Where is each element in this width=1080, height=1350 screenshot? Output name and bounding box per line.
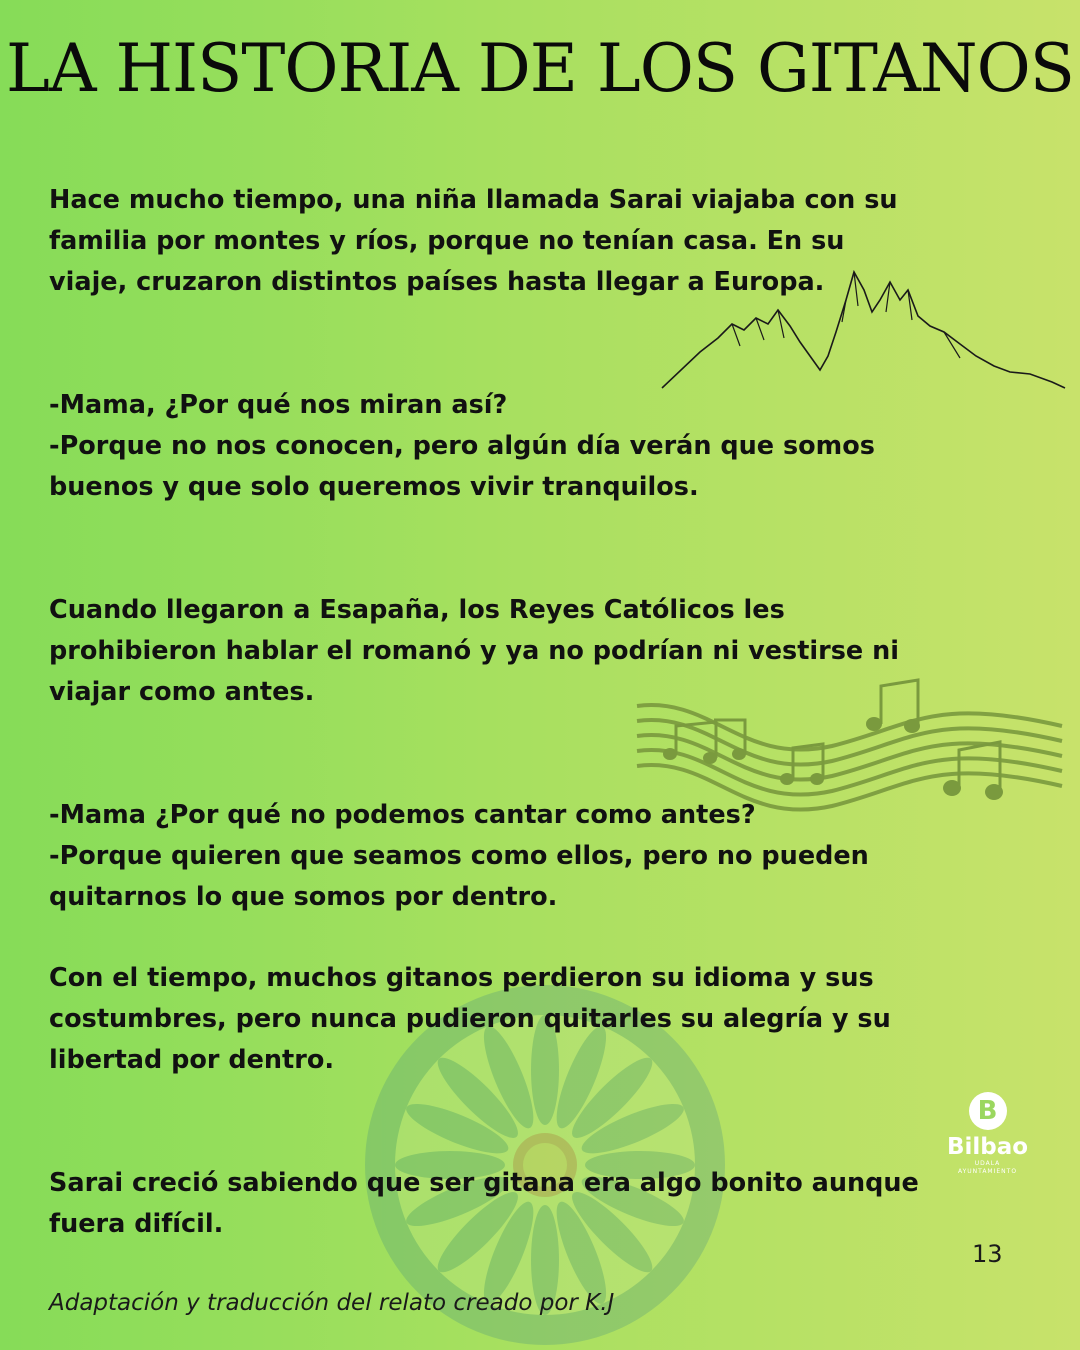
bilbao-logo <box>940 1092 1035 1176</box>
bilbao-b-icon: B <box>969 1092 1007 1130</box>
story-paragraph-2: Cuando llegaron a Esapaña, los Reyes Católicos les prohibieron hablar el romanó y ya no podrían ni vestirse ni viajar como antes. <box>49 595 899 707</box>
page-title: LA HISTORIA DE LOS GITANOS <box>6 30 1074 107</box>
bilbao-logo-ayuntamiento: AYUNTAMIENTO <box>957 1168 1018 1175</box>
credit-line: Adaptación y traducción del relato creado por K.J <box>49 1290 615 1316</box>
dialogue-paragraph-2: -Mama ¿Por qué no podemos cantar como antes? -Porque quieren que seamos como ellos, pero no pueden quitarnos lo que somos por dentro. <box>49 800 869 912</box>
bilbao-logo-name: Bilbao <box>946 1134 1029 1160</box>
story-paragraph-3: Con el tiempo, muchos gitanos perdieron su idioma y sus costumbres, pero nunca pudieron quitarles su alegría y su libertad por dentro. <box>49 963 891 1075</box>
story-paragraph-1: Hace mucho tiempo, una niña llamada Sarai viajaba con su familia por montes y ríos, porque no tenían casa. En su viaje, cruzaron distintos países hasta llegar a Europa. <box>49 185 898 297</box>
dialogue-paragraph-1: -Mama, ¿Por qué nos miran así? -Porque no nos conocen, pero algún día verán que somos buenos y que solo queremos vivir tranquilos. <box>49 390 875 502</box>
page-number: 13 <box>972 1240 1003 1268</box>
story-paragraph-4: Sarai creció sabiendo que ser gitana era algo bonito aunque fuera difícil. <box>49 1168 919 1239</box>
bilbao-logo-udala: UDALA <box>974 1160 1001 1167</box>
